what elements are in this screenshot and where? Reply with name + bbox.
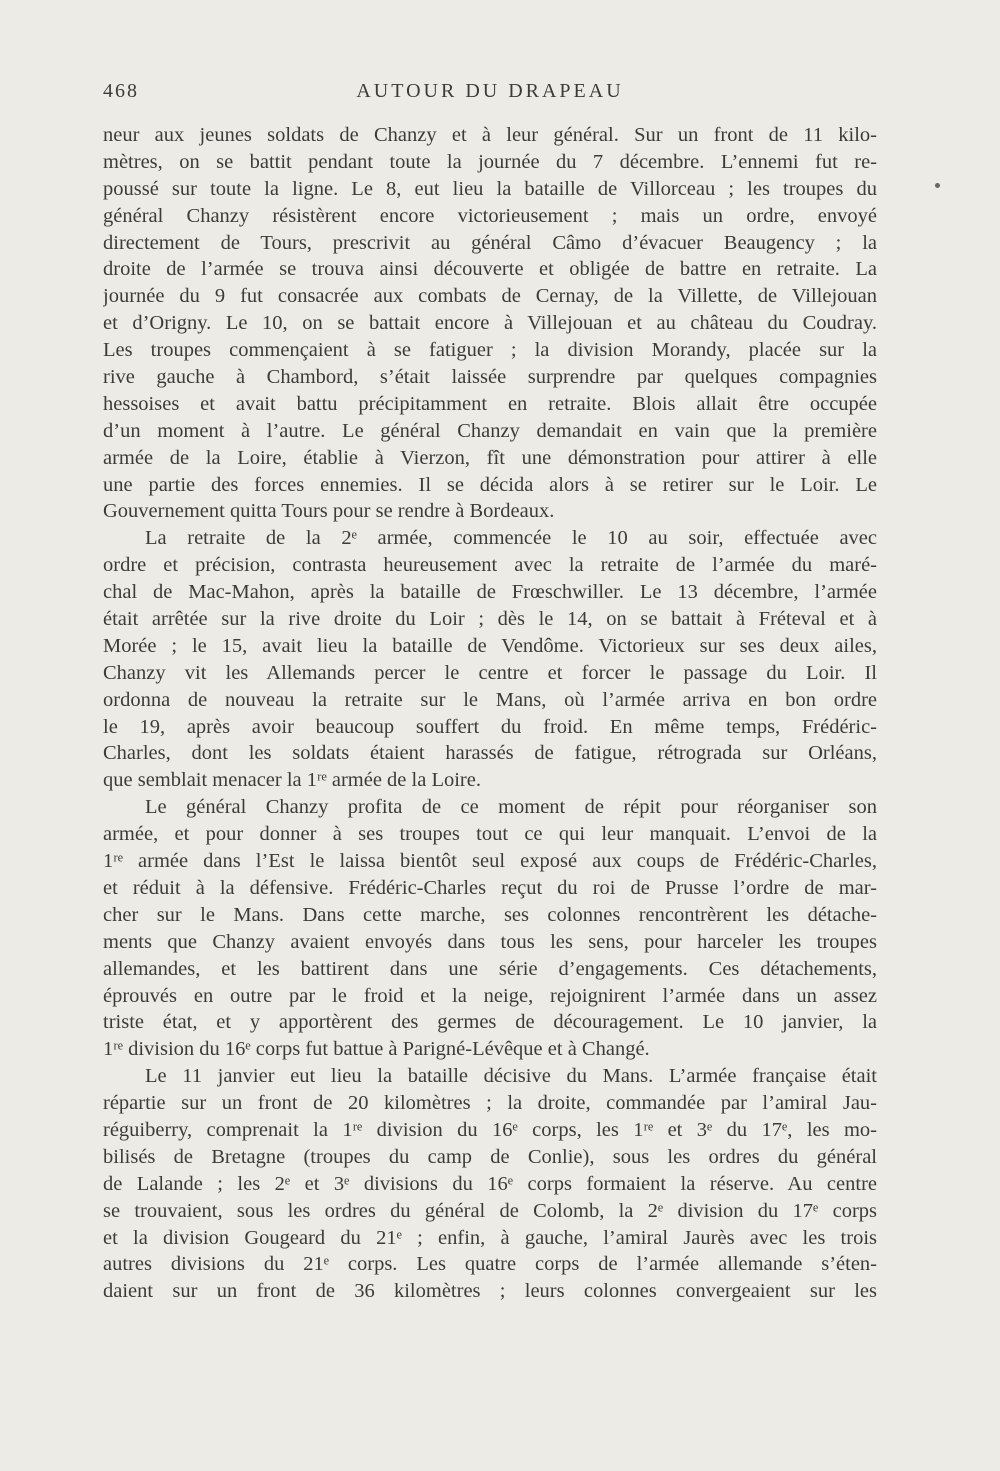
text-line: La retraite de la 2ᵉ armée, commencée le 10 au soir, effectuée avec	[145, 527, 877, 550]
text-line: autres divisions du 21ᵉ corps. Les quatre corps de l’armée allemande s’éten-	[103, 1253, 877, 1276]
text-line: 1ʳᵉ armée dans l’Est le laissa bientôt seul exposé aux coups de Frédéric-Charles,	[103, 850, 877, 873]
text-line: était arrêtée sur la rive droite du Loir ; dès le 14, on se battait à Fréteval et à	[103, 608, 877, 631]
text-line: 1ʳᵉ division du 16ᵉ corps fut battue à Parigné-Lévêque et à Changé.	[103, 1038, 650, 1061]
text-line: le 19, après avoir beaucoup souffert du froid. En même temps, Frédéric-	[103, 715, 877, 738]
text-line: Le 11 janvier eut lieu la bataille décisive du Mans. L’armée française était	[145, 1065, 877, 1088]
page-header	[103, 80, 877, 110]
text-line: mètres, on se battit pendant toute la journée du 7 décembre. L’ennemi fut re-	[103, 150, 877, 173]
text-line: armée, et pour donner à ses troupes tout ce qui leur manquait. L’envoi de la	[103, 823, 877, 846]
text-line: Morée ; le 15, avait lieu la bataille de Vendôme. Victorieux sur ses deux ailes,	[103, 634, 877, 657]
text-line: directement de Tours, prescrivit au général Câmo d’évacuer Beaugency ; la	[103, 231, 877, 254]
text-line: poussé sur toute la ligne. Le 8, eut lieu la bataille de Villorceau ; les troupes du	[103, 177, 877, 200]
text-line: répartie sur un front de 20 kilomètres ; la droite, commandée par l’amiral Jau-	[103, 1092, 877, 1115]
text-line: éprouvés en outre par le froid et la neige, rejoignirent l’armée dans un assez	[103, 984, 877, 1007]
text-line: et réduit à la défensive. Frédéric-Charles reçut du roi de Prusse l’ordre de mar-	[103, 876, 877, 899]
body-text	[103, 122, 877, 1305]
text-line: allemandes, et les battirent dans une série d’engagements. Ces détachements,	[103, 957, 877, 980]
text-line: Le général Chanzy profita de ce moment de répit pour réorganiser son	[145, 796, 877, 819]
text-line: Charles, dont les soldats étaient harassés de fatigue, rétrograda sur Orléans,	[103, 742, 877, 765]
text-line: rive gauche à Chambord, s’était laissée surprendre par quelques compagnies	[103, 366, 877, 389]
text-line: cher sur le Mans. Dans cette marche, ses colonnes rencontrèrent les détache-	[103, 903, 877, 926]
text-line: bilisés de Bretagne (troupes du camp de Conlie), sous les ordres du général	[103, 1145, 877, 1168]
text-line: hessoises et avait battu précipitamment en retraite. Blois allait être occupée	[103, 392, 877, 415]
page-number: 468	[103, 80, 139, 102]
text-line: droite de l’armée se trouva ainsi découverte et obligée de battre en retraite. La	[103, 258, 877, 281]
text-line: d’un moment à l’autre. Le général Chanzy demandait en vain que la première	[103, 419, 877, 442]
text-line: armée de la Loire, établie à Vierzon, fît une démonstration pour attirer à elle	[103, 446, 877, 469]
text-line: Chanzy vit les Allemands percer le centre et forcer le passage du Loir. Il	[103, 661, 877, 684]
ink-speck	[935, 183, 940, 188]
text-line: daient sur un front de 36 kilomètres ; leurs colonnes convergeaient sur les	[103, 1280, 877, 1303]
text-line: et la division Gougeard du 21ᵉ ; enfin, à gauche, l’amiral Jaurès avec les trois	[103, 1226, 877, 1249]
text-line: se trouvaient, sous les ordres du général de Colomb, la 2ᵉ division du 17ᵉ corps	[103, 1199, 877, 1222]
text-line: que semblait menacer la 1ʳᵉ armée de la Loire.	[103, 769, 481, 792]
text-line: et d’Origny. Le 10, on se battait encore à Villejouan et au château du Coudray.	[103, 312, 877, 335]
text-line: triste état, et y apportèrent des germes de découragement. Le 10 janvier, la	[103, 1011, 877, 1034]
text-line: neur aux jeunes soldats de Chanzy et à leur général. Sur un front de 11 kilo-	[103, 124, 877, 146]
text-line: une partie des forces ennemies. Il se décida alors à se retirer sur le Loir. Le	[103, 473, 877, 496]
running-title: AUTOUR DU DRAPEAU	[356, 80, 624, 102]
text-line: ordonna de nouveau la retraite sur le Mans, où l’armée arriva en bon ordre	[103, 688, 877, 711]
text-line: journée du 9 fut consacrée aux combats de Cernay, de la Villette, de Villejouan	[103, 285, 877, 308]
text-line: ordre et précision, contrasta heureusement avec la retraite de l’armée du maré-	[103, 554, 877, 577]
text-line: Gouvernement quitta Tours pour se rendre à Bordeaux.	[103, 500, 555, 523]
text-line: Les troupes commençaient à se fatiguer ; la division Morandy, placée sur la	[103, 339, 877, 362]
text-line: ments que Chanzy avaient envoyés dans tous les sens, pour harceler les troupes	[103, 930, 877, 953]
text-line: réguiberry, comprenait la 1ʳᵉ division du 16ᵉ corps, les 1ʳᵉ et 3ᵉ du 17ᵉ, les mo-	[103, 1118, 877, 1141]
text-line: chal de Mac-Mahon, après la bataille de Frœschwiller. Le 13 décembre, l’armée	[103, 581, 877, 604]
text-line: de Lalande ; les 2ᵉ et 3ᵉ divisions du 16ᵉ corps formaient la réserve. Au centre	[103, 1172, 877, 1195]
text-line: général Chanzy résistèrent encore victorieusement ; mais un ordre, envoyé	[103, 204, 877, 227]
